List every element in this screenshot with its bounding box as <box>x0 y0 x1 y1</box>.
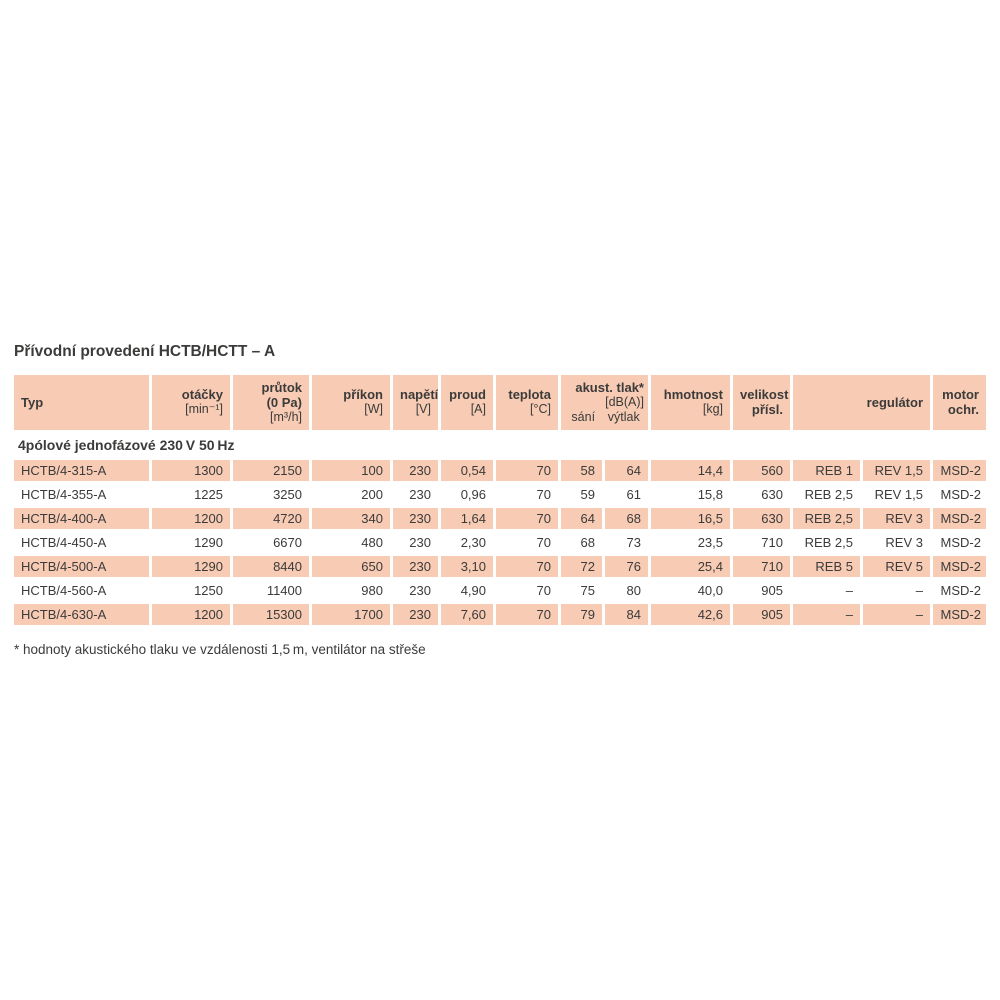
spec-table <box>11 372 989 628</box>
footnote: * hodnoty akustického tlaku ve vzdálenosti 1,5 m, ventilátor na střeše <box>14 642 426 657</box>
cell-prikon: 340 <box>312 508 390 529</box>
cell-prutok: 15300 <box>233 604 309 625</box>
cell-velikost: 630 <box>733 484 790 505</box>
col-header-regulator-label: regulátor <box>866 394 923 410</box>
table-row <box>14 556 986 577</box>
cell-motor-ochr: MSD-2 <box>933 556 986 577</box>
cell-vytlak: 68 <box>605 508 648 529</box>
col-header-prikon-unit: [W] <box>364 402 383 416</box>
cell-sani: 68 <box>561 532 602 553</box>
cell-napeti: 230 <box>393 532 438 553</box>
col-header-hmotnost-label: hmotnost <box>663 387 723 402</box>
cell-velikost: 905 <box>733 580 790 601</box>
cell-prutok: 3250 <box>233 484 309 505</box>
cell-teplota: 70 <box>496 556 558 577</box>
cell-otacky: 1290 <box>152 532 230 553</box>
cell-teplota: 70 <box>496 460 558 481</box>
col-header-napeti <box>393 375 438 430</box>
col-header-velikost-label2: přísl. <box>751 402 783 417</box>
cell-teplota: 70 <box>496 604 558 625</box>
cell-motor-ochr: MSD-2 <box>933 532 986 553</box>
cell-typ: HCTB/4-400-A <box>14 508 149 529</box>
cell-napeti: 230 <box>393 460 438 481</box>
cell-velikost: 905 <box>733 604 790 625</box>
cell-otacky: 1290 <box>152 556 230 577</box>
cell-sani: 64 <box>561 508 602 529</box>
cell-vytlak: 64 <box>605 460 648 481</box>
catalog-page <box>14 343 986 671</box>
cell-otacky: 1225 <box>152 484 230 505</box>
cell-velikost: 710 <box>733 532 790 553</box>
cell-typ: HCTB/4-500-A <box>14 556 149 577</box>
cell-motor-ochr: MSD-2 <box>933 508 986 529</box>
cell-regulator-rev: REV 5 <box>863 556 930 577</box>
col-header-akust-subcols <box>563 410 644 425</box>
cell-prutok: 11400 <box>233 580 309 601</box>
cell-regulator-rev: REV 1,5 <box>863 484 930 505</box>
cell-regulator-rev: REV 3 <box>863 508 930 529</box>
cell-proud: 4,90 <box>441 580 493 601</box>
col-header-akust-label: akust. tlak* <box>575 379 644 395</box>
col-header-velikost-label: velikost <box>740 387 789 402</box>
cell-motor-ochr: MSD-2 <box>933 604 986 625</box>
col-header-otacky <box>152 375 230 430</box>
col-header-akust-tlak <box>561 375 648 430</box>
col-header-akust-unit: [dB(A)] <box>605 394 644 409</box>
col-header-otacky-unit: [min⁻¹] <box>185 402 223 416</box>
col-header-motor <box>933 375 986 430</box>
col-header-hmotnost <box>651 375 730 430</box>
col-header-typ-label: Typ <box>21 394 44 410</box>
cell-regulator-reb: – <box>793 580 860 601</box>
cell-teplota: 70 <box>496 580 558 601</box>
col-header-otacky-label: otáčky <box>181 387 223 402</box>
table-header <box>14 375 986 430</box>
cell-hmotnost: 15,8 <box>651 484 730 505</box>
table-row <box>14 484 986 505</box>
cell-hmotnost: 16,5 <box>651 508 730 529</box>
col-header-regulator <box>793 375 930 430</box>
table-row <box>14 604 986 625</box>
col-header-vytlak: výtlak <box>607 409 640 424</box>
cell-velikost: 710 <box>733 556 790 577</box>
cell-proud: 7,60 <box>441 604 493 625</box>
cell-teplota: 70 <box>496 532 558 553</box>
col-header-proud-label: proud <box>449 387 486 402</box>
cell-sani: 58 <box>561 460 602 481</box>
cell-regulator-reb: – <box>793 604 860 625</box>
cell-regulator-rev: REV 3 <box>863 532 930 553</box>
cell-napeti: 230 <box>393 556 438 577</box>
cell-otacky: 1200 <box>152 508 230 529</box>
cell-typ: HCTB/4-315-A <box>14 460 149 481</box>
cell-typ: HCTB/4-630-A <box>14 604 149 625</box>
cell-prikon: 980 <box>312 580 390 601</box>
cell-regulator-reb: REB 2,5 <box>793 508 860 529</box>
col-header-sani: sání <box>571 409 596 424</box>
section-row <box>14 433 986 457</box>
cell-sani: 79 <box>561 604 602 625</box>
col-header-prutok <box>233 375 309 430</box>
cell-prikon: 1700 <box>312 604 390 625</box>
cell-velikost: 630 <box>733 508 790 529</box>
cell-motor-ochr: MSD-2 <box>933 580 986 601</box>
table-row <box>14 532 986 553</box>
cell-hmotnost: 23,5 <box>651 532 730 553</box>
cell-otacky: 1300 <box>152 460 230 481</box>
cell-typ: HCTB/4-450-A <box>14 532 149 553</box>
col-header-typ <box>14 375 149 430</box>
cell-sani: 75 <box>561 580 602 601</box>
section-heading: 4pólové jednofázové 230 V 50 Hz <box>14 433 986 457</box>
cell-regulator-rev: – <box>863 580 930 601</box>
cell-prutok: 2150 <box>233 460 309 481</box>
cell-prikon: 480 <box>312 532 390 553</box>
col-header-napeti-unit: [V] <box>415 402 431 416</box>
cell-regulator-reb: REB 5 <box>793 556 860 577</box>
col-header-velikost <box>733 375 790 430</box>
cell-teplota: 70 <box>496 508 558 529</box>
cell-vytlak: 76 <box>605 556 648 577</box>
col-header-teplota-unit: [°C] <box>530 402 551 416</box>
cell-regulator-reb: REB 2,5 <box>793 484 860 505</box>
cell-motor-ochr: MSD-2 <box>933 484 986 505</box>
cell-motor-ochr: MSD-2 <box>933 460 986 481</box>
col-header-motor-label2: ochr. <box>947 402 979 417</box>
col-header-teplota <box>496 375 558 430</box>
cell-proud: 0,54 <box>441 460 493 481</box>
cell-napeti: 230 <box>393 484 438 505</box>
cell-otacky: 1250 <box>152 580 230 601</box>
table-row <box>14 508 986 529</box>
cell-napeti: 230 <box>393 508 438 529</box>
cell-regulator-rev: REV 1,5 <box>863 460 930 481</box>
col-header-napeti-label: napětí <box>400 387 438 402</box>
cell-napeti: 230 <box>393 580 438 601</box>
cell-napeti: 230 <box>393 604 438 625</box>
col-header-proud-unit: [A] <box>470 402 486 416</box>
cell-teplota: 70 <box>496 484 558 505</box>
table-body <box>14 433 986 625</box>
col-header-prutok-sub: (0 Pa) <box>266 394 302 410</box>
cell-prutok: 8440 <box>233 556 309 577</box>
cell-proud: 1,64 <box>441 508 493 529</box>
cell-prikon: 200 <box>312 484 390 505</box>
cell-prutok: 4720 <box>233 508 309 529</box>
cell-hmotnost: 42,6 <box>651 604 730 625</box>
cell-velikost: 560 <box>733 460 790 481</box>
col-header-prutok-unit: [m³/h] <box>270 409 302 424</box>
col-header-teplota-label: teplota <box>508 387 551 402</box>
col-header-proud <box>441 375 493 430</box>
page-title: Přívodní provedení HCTB/HCTT – A <box>14 343 276 360</box>
cell-vytlak: 84 <box>605 604 648 625</box>
cell-vytlak: 80 <box>605 580 648 601</box>
cell-regulator-rev: – <box>863 604 930 625</box>
cell-hmotnost: 40,0 <box>651 580 730 601</box>
header-row <box>14 375 986 430</box>
cell-hmotnost: 25,4 <box>651 556 730 577</box>
cell-hmotnost: 14,4 <box>651 460 730 481</box>
table-row <box>14 460 986 481</box>
table-row <box>14 580 986 601</box>
col-header-prutok-label: průtok <box>261 379 302 395</box>
cell-regulator-reb: REB 2,5 <box>793 532 860 553</box>
col-header-motor-label: motor <box>942 387 979 402</box>
cell-proud: 3,10 <box>441 556 493 577</box>
cell-sani: 59 <box>561 484 602 505</box>
cell-vytlak: 73 <box>605 532 648 553</box>
cell-prutok: 6670 <box>233 532 309 553</box>
col-header-prikon-label: příkon <box>343 387 383 402</box>
col-header-prikon <box>312 375 390 430</box>
cell-sani: 72 <box>561 556 602 577</box>
cell-proud: 0,96 <box>441 484 493 505</box>
col-header-hmotnost-unit: [kg] <box>702 402 723 416</box>
cell-typ: HCTB/4-560-A <box>14 580 149 601</box>
cell-regulator-reb: REB 1 <box>793 460 860 481</box>
cell-prikon: 100 <box>312 460 390 481</box>
cell-otacky: 1200 <box>152 604 230 625</box>
cell-typ: HCTB/4-355-A <box>14 484 149 505</box>
cell-vytlak: 61 <box>605 484 648 505</box>
cell-prikon: 650 <box>312 556 390 577</box>
cell-proud: 2,30 <box>441 532 493 553</box>
